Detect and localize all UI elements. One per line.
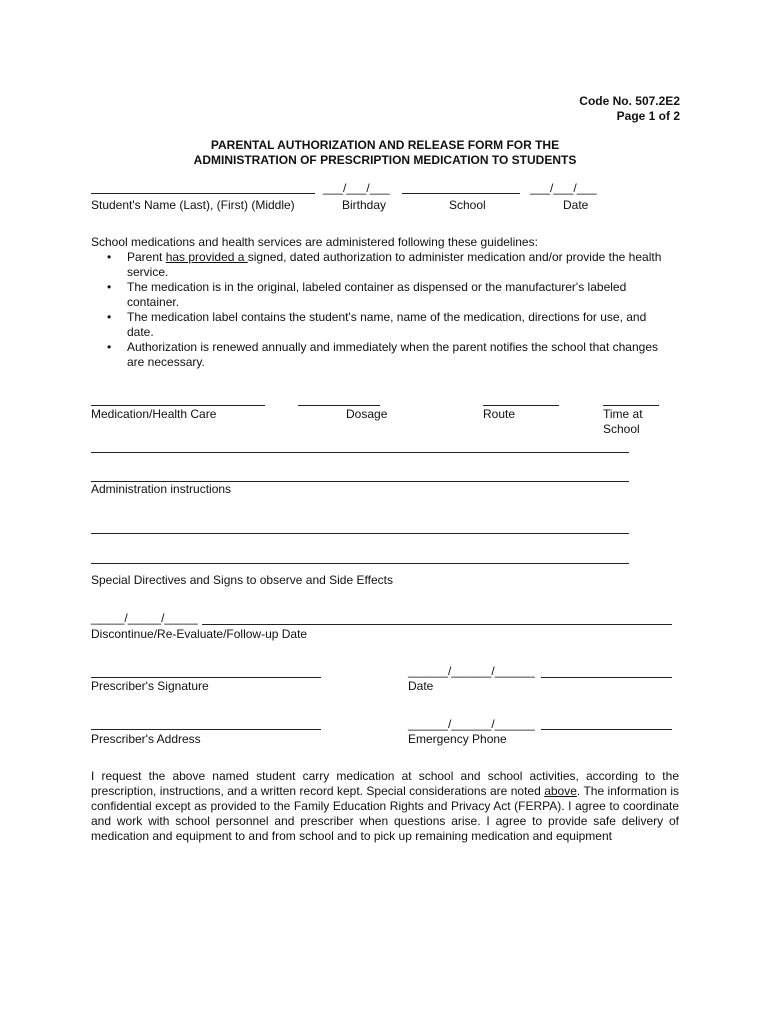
guideline-item: • The medication label contains the student's name, name of the medication, directions for use, and date.	[127, 310, 672, 340]
signature-date-blank[interactable]: ______/______/______	[408, 664, 535, 678]
emergency-phone-line[interactable]	[541, 729, 672, 730]
form-title-line-1: PARENTAL AUTHORIZATION AND RELEASE FORM FOR THE	[210, 138, 560, 152]
code-number: Code No. 507.2E2	[579, 94, 680, 108]
time-label-1: Time at	[603, 407, 643, 421]
birthday-label: Birthday	[342, 198, 387, 212]
prescriber-address-label: Prescriber's Address	[91, 732, 201, 746]
date-blank[interactable]: ___/___/___	[530, 181, 597, 195]
route-line[interactable]	[483, 405, 559, 406]
school-line[interactable]	[402, 193, 520, 194]
prescriber-signature-line[interactable]	[91, 677, 321, 678]
emergency-phone-label: Emergency Phone	[408, 732, 507, 746]
dosage-label: Dosage	[346, 407, 388, 421]
student-name-line[interactable]	[91, 193, 315, 194]
signature-date-line[interactable]	[541, 677, 672, 678]
dosage-line[interactable]	[298, 405, 380, 406]
school-label: School	[449, 198, 486, 212]
time-label-2: School	[603, 422, 640, 436]
guideline-item: • Authorization is renewed annually and immediately when the parent notifies the school that changes are necessary.	[127, 340, 672, 370]
form-title-line-2: ADMINISTRATION OF PRESCRIPTION MEDICATION TO STUDENTS	[193, 153, 577, 167]
emergency-phone-blank[interactable]: ______/______/______	[408, 717, 535, 731]
student-name-label: Student's Name (Last), (First) (Middle)	[91, 198, 295, 212]
prescriber-signature-label: Prescriber's Signature	[91, 679, 209, 693]
signature-date-label: Date	[408, 679, 434, 693]
guideline-item: • The medication is in the original, labeled container as dispensed or the manufacturer's labeled container.	[127, 280, 672, 310]
time-line[interactable]	[603, 405, 659, 406]
special-directives-line-2[interactable]	[91, 563, 629, 564]
administration-line-1[interactable]	[91, 452, 629, 453]
guideline-item: • Parent has provided a signed, dated authorization to administer medication and/or provide the health service.	[127, 250, 672, 280]
discontinue-label: Discontinue/Re-Evaluate/Follow-up Date	[91, 627, 308, 641]
administration-label: Administration instructions	[91, 482, 232, 496]
discontinue-blank[interactable]: _____/_____/_____	[91, 611, 198, 625]
medication-label: Medication/Health Care	[91, 407, 217, 421]
route-label: Route	[483, 407, 516, 421]
guidelines-list	[91, 250, 672, 370]
guidelines-intro: School medications and health services are administered following these guidelines:	[91, 235, 538, 249]
birthday-blank[interactable]: ___/___/___	[323, 181, 390, 195]
date-label: Date	[563, 198, 589, 212]
special-directives-label: Special Directives and Signs to observe and Side Effects	[91, 573, 393, 587]
prescriber-address-line[interactable]	[91, 729, 321, 730]
page-number: Page 1 of 2	[616, 109, 680, 123]
special-directives-line-1[interactable]	[91, 533, 629, 534]
medication-line[interactable]	[91, 405, 265, 406]
consent-paragraph: I request the above named student carry medication at school and school activities, according to the prescription, instructions, and a written record kept. Special considerations are noted above. The information is confidential except as provided to the Family Education Rights and Privacy Act (FERPA). I agree to coordinate and work with school personnel and prescriber when questions arise. I agree to provide safe delivery of medication and equipment to and from school and to pick up remaining medication and equipment	[91, 769, 679, 843]
discontinue-line[interactable]	[202, 624, 672, 625]
